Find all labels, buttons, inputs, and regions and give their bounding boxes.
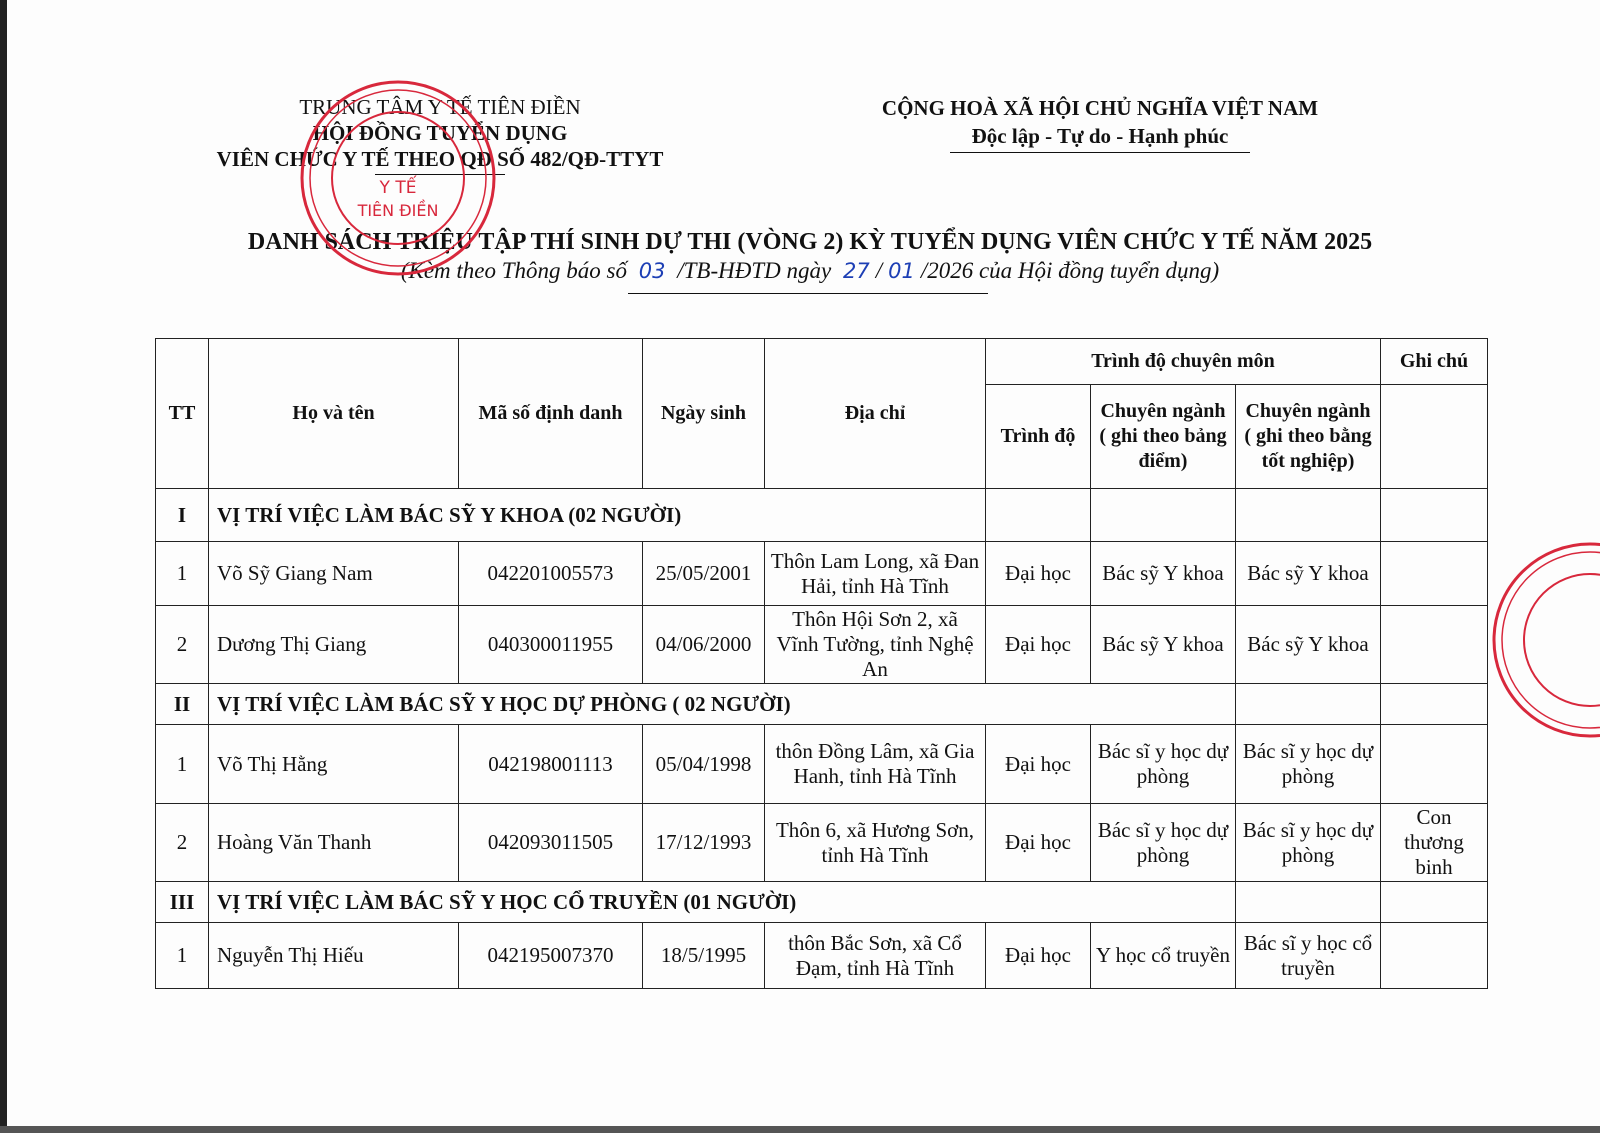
header-id: Mã số định danh [459, 339, 643, 489]
cell-level: Đại học [986, 923, 1091, 989]
cell-name: Dương Thị Giang [209, 606, 459, 684]
cell-tt: 2 [156, 804, 209, 882]
cell-tt: 1 [156, 923, 209, 989]
cell-tt: 1 [156, 725, 209, 804]
stamp-text: Y TẾ [379, 178, 417, 198]
cell-tt: 2 [156, 606, 209, 684]
cell-dob: 25/05/2001 [643, 542, 765, 606]
empty-cell [1236, 489, 1381, 542]
cell-address: Thôn Hội Sơn 2, xã Vĩnh Tường, tỉnh Nghệ An [765, 606, 986, 684]
cell-dob: 18/5/1995 [643, 923, 765, 989]
cell-name: Võ Sỹ Giang Nam [209, 542, 459, 606]
handwritten-month: 01 [888, 259, 915, 283]
section-title: VỊ TRÍ VIỆC LÀM BÁC SỸ Y KHOA (02 NGƯỜI) [209, 489, 986, 542]
cell-major-diploma: Bác sỹ Y khoa [1236, 542, 1381, 606]
header-dob: Ngày sinh [643, 339, 765, 489]
divider [628, 293, 988, 294]
cell-major-diploma: Bác sĩ y học dự phòng [1236, 725, 1381, 804]
document-title: DANH SÁCH TRIỆU TẬP THÍ SINH DỰ THI (VÒNG 2) KỲ TUYỂN DỤNG VIÊN CHỨC Y TẾ NĂM 2025 [247, 229, 1373, 255]
section-title: VỊ TRÍ VIỆC LÀM BÁC SỸ Y HỌC CỔ TRUYỀN (01 NGƯỜI) [209, 882, 1236, 923]
header-tt: TT [156, 339, 209, 489]
empty-cell [1381, 489, 1488, 542]
cell-id: 042093011505 [459, 804, 643, 882]
cell-major-transcript: Bác sĩ y học dự phòng [1091, 804, 1236, 882]
table-row [156, 923, 1488, 989]
council-name: HỘI ĐỒNG TUYỂN DỤNG [312, 121, 568, 145]
scan-edge [0, 0, 7, 1133]
section-number: III [156, 882, 209, 923]
table-row [156, 606, 1488, 684]
cell-note: Con thương binh [1381, 804, 1488, 882]
council-decision: VIÊN CHỨC Y TẾ THEO QĐ SỐ 482/QĐ-TTYT [216, 147, 664, 171]
cell-id: 042195007370 [459, 923, 643, 989]
cell-id: 040300011955 [459, 606, 643, 684]
cell-note [1381, 725, 1488, 804]
cell-address: Thôn 6, xã Hương Sơn, tỉnh Hà Tĩnh [765, 804, 986, 882]
empty-cell [1091, 489, 1236, 542]
cell-tt: 1 [156, 542, 209, 606]
cell-major-transcript: Bác sỹ Y khoa [1091, 606, 1236, 684]
red-seal-stamp-partial [1490, 540, 1600, 740]
table-row [156, 804, 1488, 882]
empty-cell [1381, 684, 1488, 725]
cell-name: Nguyễn Thị Hiếu [209, 923, 459, 989]
cell-id: 042201005573 [459, 542, 643, 606]
cell-major-transcript: Bác sĩ y học dự phòng [1091, 725, 1236, 804]
scan-edge [0, 1126, 1600, 1133]
cell-level: Đại học [986, 725, 1091, 804]
issuer-name: TRUNG TÂM Y TẾ TIÊN ĐIỀN [299, 95, 581, 119]
cell-major-diploma: Bác sĩ y học cổ truyền [1236, 923, 1381, 989]
cell-id: 042198001113 [459, 725, 643, 804]
cell-note [1381, 542, 1488, 606]
empty-cell [1381, 882, 1488, 923]
cell-major-diploma: Bác sỹ Y khoa [1236, 606, 1381, 684]
national-header [850, 94, 1350, 153]
header-major-diploma: Chuyên ngành ( ghi theo bằng tốt nghiệp) [1236, 385, 1381, 489]
cell-address: thôn Bắc Sơn, xã Cổ Đạm, tỉnh Hà Tĩnh [765, 923, 986, 989]
header-qualification: Trình độ chuyên môn [986, 339, 1381, 385]
cell-address: Thôn Lam Long, xã Đan Hải, tỉnh Hà Tĩnh [765, 542, 986, 606]
handwritten-day: 27 [842, 259, 870, 283]
section-number: II [156, 684, 209, 725]
cell-name: Hoàng Văn Thanh [209, 804, 459, 882]
header-major-transcript: Chuyên ngành ( ghi theo bảng điểm) [1091, 385, 1236, 489]
candidate-table [155, 338, 1488, 989]
divider [950, 152, 1250, 153]
header-note-empty [1381, 385, 1488, 489]
empty-cell [1236, 882, 1381, 923]
cell-note [1381, 606, 1488, 684]
cell-name: Võ Thị Hằng [209, 725, 459, 804]
header-address: Địa chỉ [765, 339, 986, 489]
divider [375, 174, 505, 175]
cell-dob: 04/06/2000 [643, 606, 765, 684]
empty-cell [1236, 684, 1381, 725]
section-row [156, 489, 1488, 542]
cell-address: thôn Đồng Lâm, xã Gia Hanh, tỉnh Hà Tĩnh [765, 725, 986, 804]
table-row [156, 725, 1488, 804]
national-motto: Độc lập - Tự do - Hạnh phúc [971, 124, 1229, 148]
header-name: Họ và tên [209, 339, 459, 489]
cell-level: Đại học [986, 542, 1091, 606]
section-number: I [156, 489, 209, 542]
subtitle-text: / [875, 258, 883, 283]
national-title: CỘNG HOÀ XÃ HỘI CHỦ NGHĨA VIỆT NAM [881, 96, 1319, 120]
cell-major-transcript: Bác sỹ Y khoa [1091, 542, 1236, 606]
table-row [156, 542, 1488, 606]
cell-note [1381, 923, 1488, 989]
subtitle-text: /2026 của Hội đồng tuyển dụng) [920, 258, 1220, 283]
cell-level: Đại học [986, 804, 1091, 882]
section-title: VỊ TRÍ VIỆC LÀM BÁC SỸ Y HỌC DỰ PHÒNG ( 02 NGƯỜI) [209, 684, 1236, 725]
document-subtitle [150, 258, 1470, 284]
handwritten-number: 03 [638, 259, 666, 283]
stamp-text: TIÊN ĐIỀN [357, 201, 439, 220]
section-row [156, 882, 1488, 923]
header-level: Trình độ [986, 385, 1091, 489]
section-row [156, 684, 1488, 725]
issuer-header [190, 94, 690, 175]
subtitle-text: /TB-HĐTD ngày [677, 258, 832, 283]
subtitle-text: (Kèm theo Thông báo số [400, 258, 627, 283]
cell-dob: 05/04/1998 [643, 725, 765, 804]
cell-major-diploma: Bác sĩ y học dự phòng [1236, 804, 1381, 882]
empty-cell [986, 489, 1091, 542]
header-note: Ghi chú [1381, 339, 1488, 385]
cell-dob: 17/12/1993 [643, 804, 765, 882]
cell-major-transcript: Y học cổ truyền [1091, 923, 1236, 989]
cell-level: Đại học [986, 606, 1091, 684]
